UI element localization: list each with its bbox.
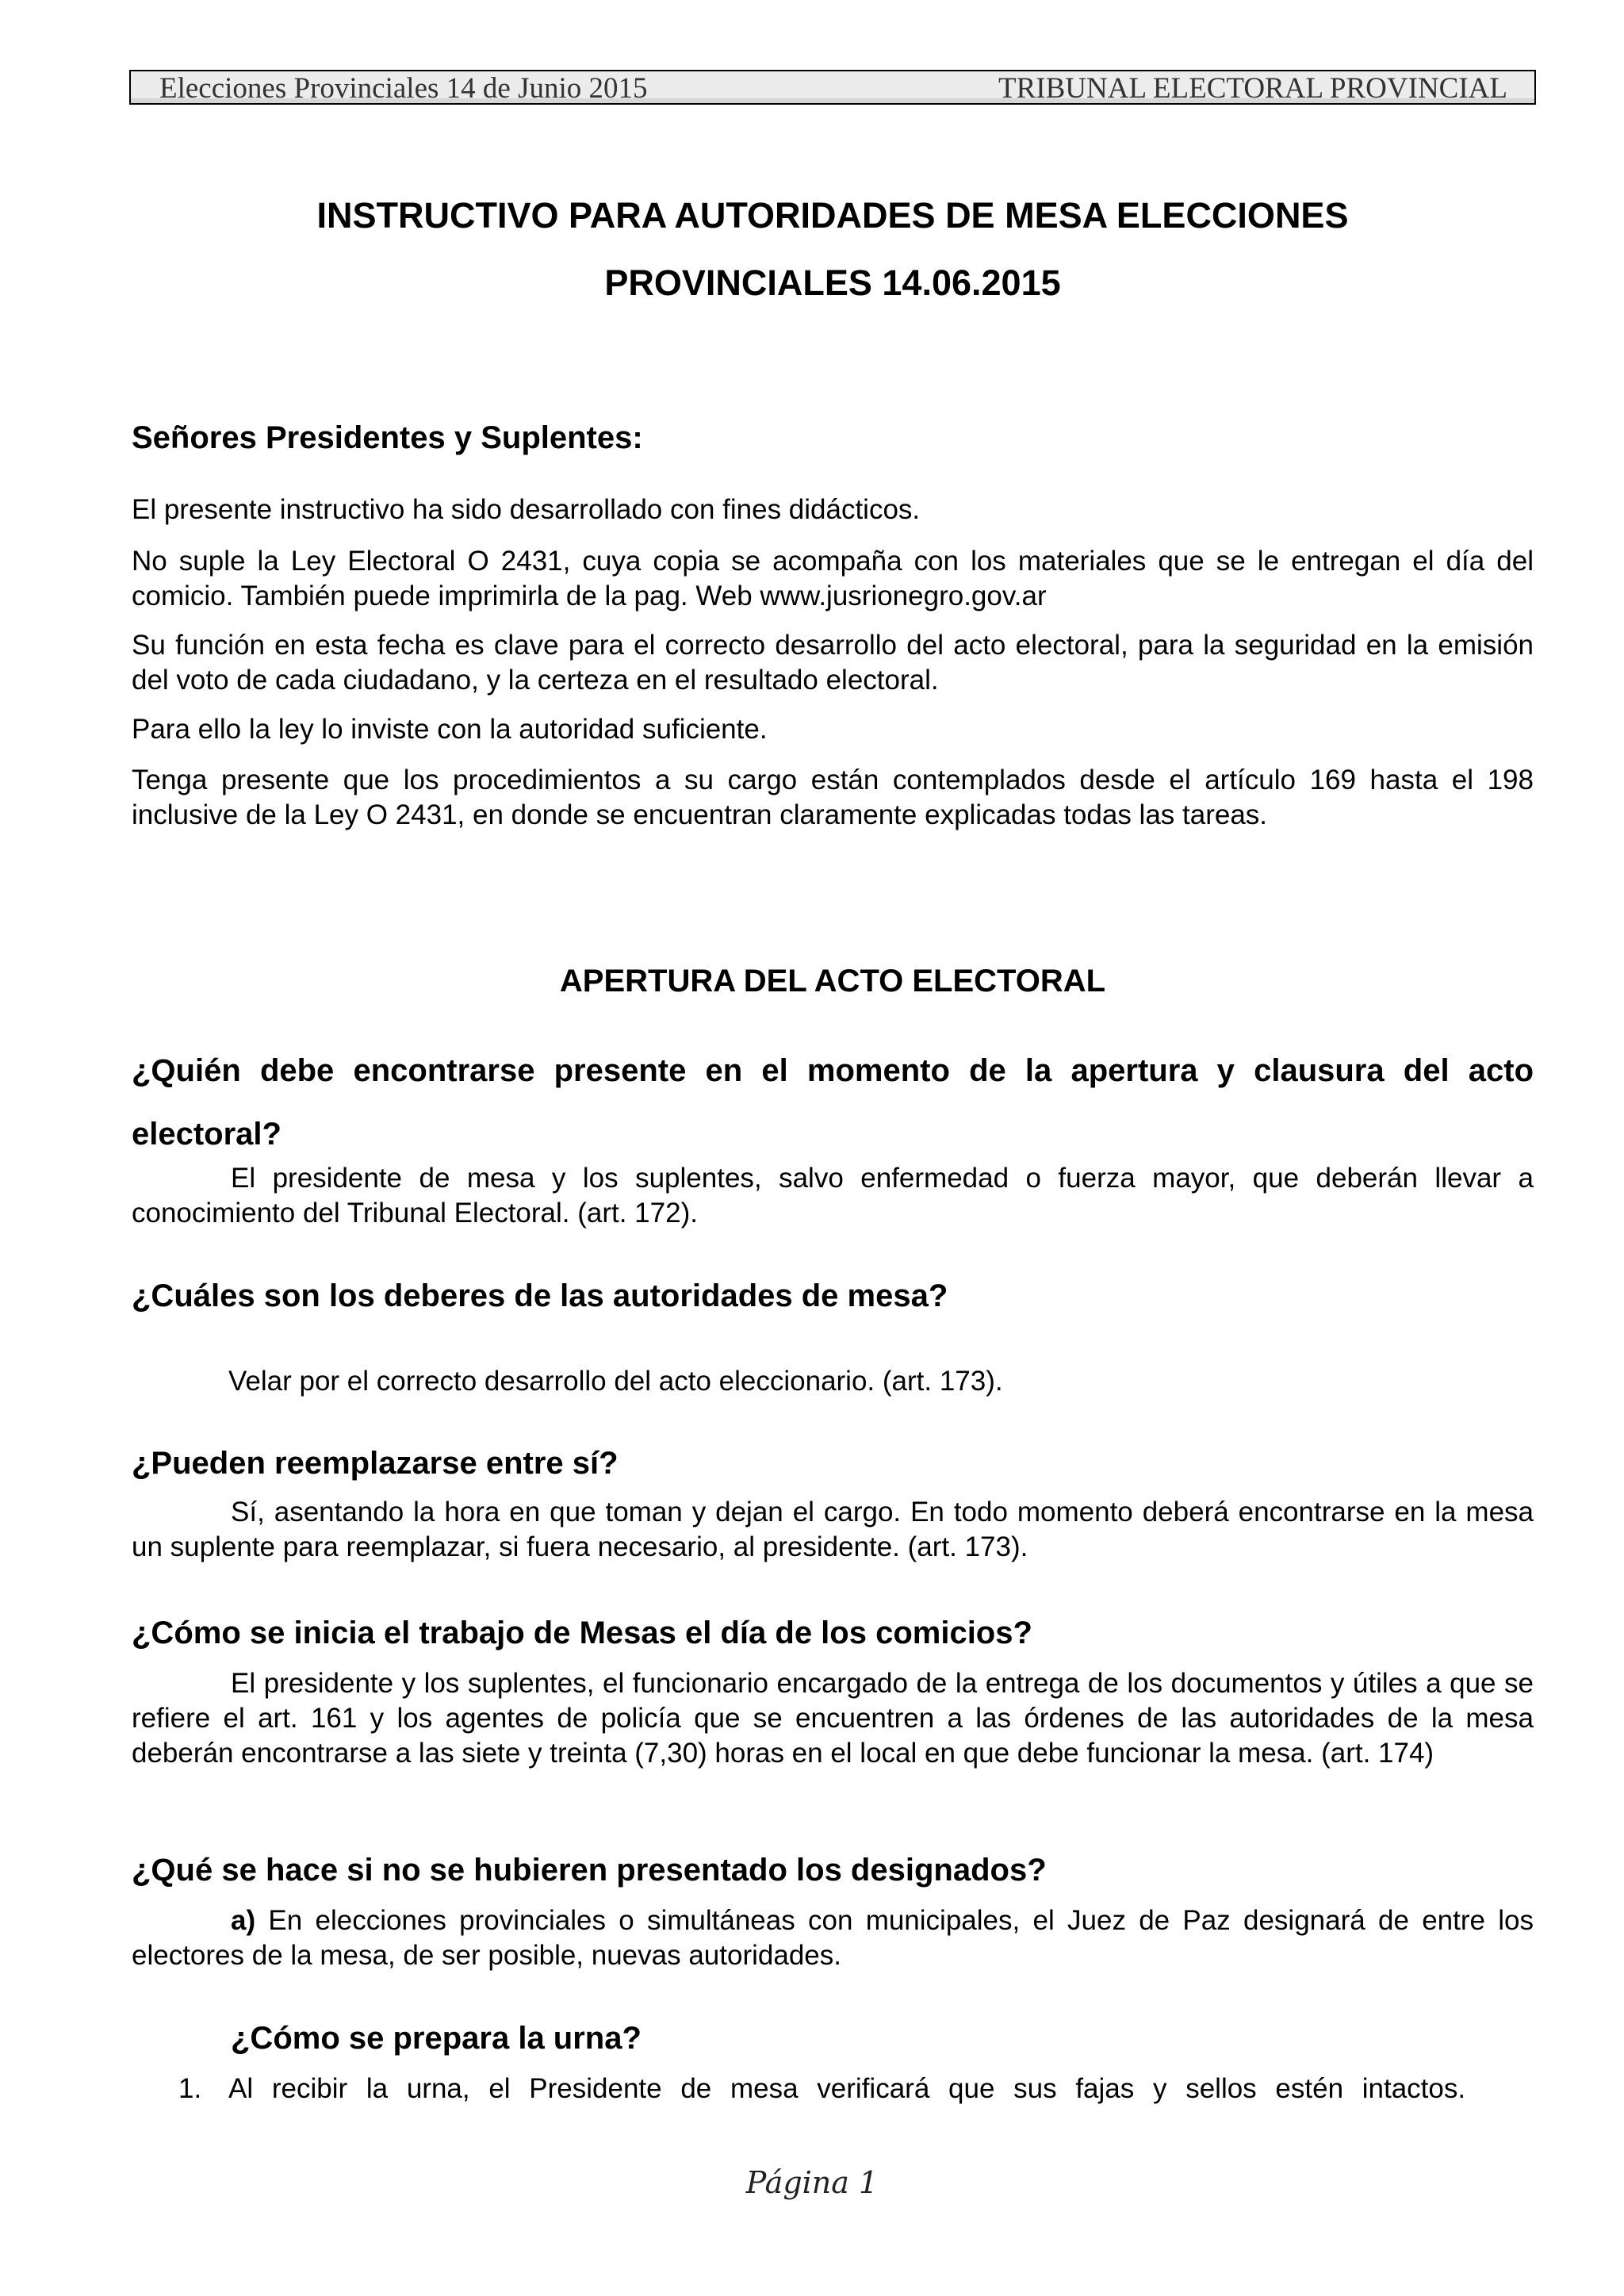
- list-item-1: [132, 2072, 1534, 2106]
- header-election-date: Elecciones Provinciales 14 de Junio 2015: [159, 72, 648, 105]
- header-tribunal: TRIBUNAL ELECTORAL PROVINCIAL: [998, 72, 1507, 105]
- answer-3: Sí, asentando la hora en que toman y dejan el cargo. En todo momento deberá encontrarse en la mesa un suplente para reemplazar, si fuera necesario, al presidente. (art. 173).: [132, 1497, 1534, 1562]
- intro-paragraph-1: El presente instructivo ha sido desarrollado con fines didácticos.: [132, 494, 921, 525]
- question-1: ¿Quién debe encontrarse presente en el momento de la apertura y clausura del acto electoral?: [132, 1053, 1534, 1152]
- answer-1: El presidente de mesa y los suplentes, salvo enfermedad o fuerza mayor, que deberán llevar a conocimiento del Tribunal Electoral. (art. 172).: [132, 1163, 1534, 1228]
- page-number: Página 1: [745, 2165, 879, 2200]
- intro-paragraph-3: Su función en esta fecha es clave para el correcto desarrollo del acto electoral, para la seguridad en la emisión del voto de cada ciudadano, y la certeza en el resultado electoral.: [132, 630, 1534, 696]
- answer-5-text: En elecciones provinciales o simultáneas con municipales, el Juez de Paz designará de entre los electores de la mesa, de ser posible, nuevas autoridades.: [132, 1905, 1534, 1971]
- intro-paragraph-2: No suple la Ley Electoral O 2431, cuya copia se acompaña con los materiales que se le entregan el día del comicio. También puede imprimirla de la pag. Web www.jusrionegro.gov.ar: [132, 546, 1534, 611]
- question-6: ¿Cómo se prepara la urna?: [231, 2021, 642, 2056]
- question-4: ¿Cómo se inicia el trabajo de Mesas el día de los comicios?: [132, 1616, 1032, 1650]
- intro-paragraph-4: Para ello la ley lo inviste con la autoridad suficiente.: [132, 714, 768, 745]
- answer-4: El presidente y los suplentes, el funcionario encargado de la entrega de los documentos y útiles a que se refiere el art. 161 y los agentes de policía que se encuentren a las órdenes de las autoridades de la mesa deberán encontrarse a las siete y treinta (7,30) horas en el local en que debe funcionar la mesa. (art. 174): [132, 1668, 1534, 1769]
- answer-2: Velar por el correcto desarrollo del acto eleccionario. (art. 173).: [228, 1366, 1003, 1397]
- list-item-1-text: Al recibir la urna, el Presidente de mesa verificará que sus fajas y sellos estén intactos.: [228, 2073, 1466, 2104]
- question-3: ¿Pueden reemplazarse entre sí?: [132, 1446, 619, 1481]
- document-title-line-2: PROVINCIALES 14.06.2015: [604, 263, 1061, 303]
- question-2: ¿Cuáles son los deberes de las autoridades de mesa?: [132, 1278, 948, 1313]
- list-item-1-number: 1.: [178, 2073, 202, 2104]
- salutation: Señores Presidentes y Suplentes:: [132, 420, 643, 455]
- document-title-line-1: INSTRUCTIVO PARA AUTORIDADES DE MESA ELECCIONES: [316, 195, 1349, 236]
- section-title: APERTURA DEL ACTO ELECTORAL: [559, 964, 1106, 999]
- intro-paragraph-5: Tenga presente que los procedimientos a su cargo están contemplados desde el artículo 169 hasta el 198 inclusive de la Ley O 2431, en donde se encuentran claramente explicadas todas las tareas.: [132, 765, 1534, 830]
- answer-5-label: a): [231, 1905, 256, 1936]
- running-header: [129, 70, 1536, 105]
- question-5: ¿Qué se hace si no se hubieren presentado los designados?: [132, 1853, 1047, 1888]
- answer-5: [132, 1903, 1534, 1973]
